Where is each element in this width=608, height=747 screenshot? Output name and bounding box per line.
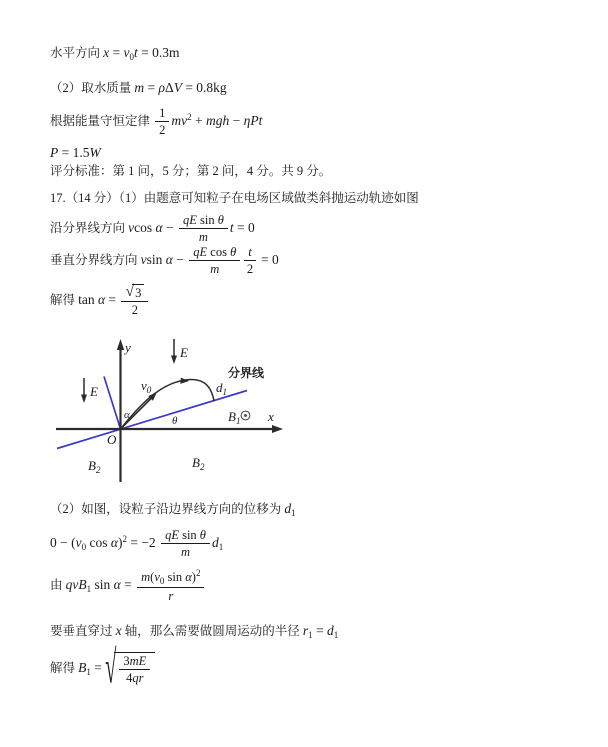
math-token: qE	[193, 245, 208, 259]
math-token: 评分标准：第 1 问，5 分；第 2 问，4 分。共 9 分。	[50, 164, 332, 178]
math-token: 2	[187, 111, 192, 122]
math-token: t	[134, 45, 138, 60]
math-token: v	[128, 219, 135, 235]
e-field-label-left: E	[90, 384, 98, 399]
math-token: qE	[165, 528, 179, 542]
math-token: −	[162, 219, 177, 235]
y-axis-label: y	[125, 340, 131, 355]
math-token: θ	[199, 528, 206, 542]
math-token: = 0.8kg	[181, 80, 227, 95]
math-token: 0	[81, 541, 87, 552]
math-token: m	[180, 545, 191, 560]
math-token: (	[150, 570, 155, 584]
numerator	[137, 568, 204, 588]
solution-line-b1-result	[50, 643, 155, 694]
solution-line-part2-intro	[50, 500, 296, 520]
math-token: = −2	[126, 534, 160, 550]
fraction	[121, 284, 148, 318]
numerator	[244, 245, 255, 261]
math-token: v	[123, 45, 130, 60]
numerator	[161, 528, 210, 544]
math-token: r	[302, 623, 309, 638]
math-token: v	[140, 251, 147, 267]
math-token: α	[110, 534, 118, 550]
math-token: v	[154, 570, 160, 584]
math-token: 17.（14 分）（1）由题意可知粒子在电场区域做类斜抛运动轨迹如图	[50, 191, 419, 205]
math-token: α	[185, 570, 192, 584]
math-token: t	[248, 245, 252, 259]
numerator	[179, 213, 228, 229]
denominator	[199, 229, 208, 244]
fraction	[244, 245, 255, 277]
math-token: （2）取水质量	[50, 81, 135, 95]
math-token: sin	[164, 570, 186, 584]
math-token: −	[229, 112, 244, 128]
math-token: tan	[78, 291, 99, 307]
solution-line-kinematics-equation	[50, 528, 223, 560]
numerator	[155, 106, 169, 122]
e-field-arrowhead-top-icon	[171, 356, 177, 365]
math-token: =	[90, 659, 106, 675]
math-token: m	[141, 570, 151, 584]
solution-line-question17-intro	[50, 189, 419, 207]
denominator	[159, 122, 165, 137]
radical-sign-icon: √	[125, 283, 135, 301]
math-token: 沿分界线方向	[50, 220, 129, 235]
denominator	[126, 670, 143, 685]
x-axis-label: x	[268, 409, 274, 424]
math-token: B	[78, 659, 87, 675]
math-token: P	[50, 145, 59, 160]
math-token: α	[98, 291, 106, 307]
math-token: mE	[129, 654, 147, 668]
math-token: v	[75, 534, 82, 550]
fraction	[161, 528, 210, 560]
math-token: t	[229, 219, 234, 235]
solution-line-perpendicular-boundary	[50, 245, 279, 277]
math-token: 0	[159, 576, 165, 586]
math-token: cos	[86, 534, 111, 550]
math-token: 3	[123, 654, 130, 668]
fraction	[179, 213, 228, 245]
square-root	[125, 284, 144, 300]
math-token: 1	[218, 541, 224, 552]
math-token: （2）如图，设粒子沿边界线方向的位移为	[50, 502, 285, 516]
math-token: 4	[126, 671, 133, 686]
math-token: =	[144, 80, 159, 95]
math-token: =	[109, 45, 124, 60]
origin-label: O	[107, 432, 117, 447]
math-token: 1	[86, 583, 92, 594]
math-token: 3	[135, 286, 142, 300]
math-token: α	[165, 251, 173, 267]
solution-line-radius-condition	[50, 622, 338, 642]
radicand	[132, 284, 144, 300]
math-token: 水平方向	[50, 46, 104, 60]
math-token: )	[191, 570, 196, 584]
b1-label: $B_1$	[228, 409, 241, 426]
boundary-line-caption: 分界线	[228, 366, 265, 380]
fraction	[189, 245, 240, 277]
denominator	[181, 544, 190, 559]
math-token: d	[327, 623, 334, 638]
fraction	[119, 654, 150, 686]
math-token: 2	[195, 568, 201, 578]
radical-sign-icon: √	[105, 643, 117, 694]
math-token: 轴，那么需要做圆周运动的半径	[121, 624, 303, 638]
math-token: sin	[146, 251, 166, 267]
math-token: 2	[122, 533, 127, 544]
math-token: 垂直分界线方向	[50, 252, 141, 267]
b2-right-label: $B_2$	[192, 455, 205, 472]
d1-label: $d_1$	[216, 380, 227, 397]
alpha-angle-label: α	[124, 409, 130, 421]
math-token: 根据能量守恒定律	[50, 113, 154, 128]
fraction	[137, 568, 204, 604]
math-token: = 0	[257, 251, 279, 267]
theta-angle-label: θ	[172, 415, 178, 427]
radicand	[114, 652, 155, 686]
math-token: cos	[134, 219, 156, 235]
trajectory-diagram	[40, 330, 300, 492]
solution-line-power-result	[50, 144, 101, 162]
math-token: 2	[159, 123, 166, 138]
math-token: 1	[308, 630, 313, 640]
math-token: 解得	[50, 660, 79, 675]
math-token: m	[210, 262, 220, 277]
x-axis-arrow-icon	[272, 425, 283, 433]
solution-line-grading-standard	[50, 162, 331, 180]
math-token: sin	[178, 528, 200, 542]
math-token: W	[89, 145, 101, 160]
math-token: 1	[159, 106, 166, 120]
math-token: qE	[182, 213, 197, 227]
math-token: =	[312, 623, 328, 638]
math-token: = 0	[233, 219, 255, 235]
numerator	[119, 654, 150, 670]
math-token: )	[117, 534, 123, 550]
math-token: 1	[86, 666, 91, 677]
math-token: Δ	[165, 80, 174, 95]
math-token: = 1.5	[58, 145, 90, 160]
denominator	[210, 261, 219, 276]
math-token: =	[120, 576, 136, 592]
math-token: r	[168, 589, 174, 604]
math-token: V	[173, 80, 182, 95]
fraction	[155, 106, 169, 138]
solution-line-water-mass	[50, 79, 227, 97]
math-token: m	[198, 230, 208, 245]
trajectory-arrow-icon	[180, 378, 189, 384]
math-token: mv	[171, 112, 188, 128]
math-token: x	[103, 45, 110, 60]
math-token: x	[115, 623, 122, 638]
math-token: 1	[333, 630, 339, 640]
math-token: cos	[207, 245, 231, 259]
field-out-of-page-dot-icon	[244, 414, 247, 417]
math-token: mgh	[206, 112, 230, 128]
math-token: α	[155, 219, 163, 235]
math-token: 2	[131, 303, 139, 318]
solution-line-along-boundary	[50, 213, 255, 245]
denominator	[247, 261, 253, 276]
math-token: 要垂直穿过	[50, 624, 116, 638]
math-token: sin	[196, 213, 218, 227]
math-token: 0	[129, 52, 135, 62]
math-token: = 0.3m	[137, 45, 180, 60]
math-token: α	[113, 576, 121, 592]
v0-label: $v_0$	[141, 378, 152, 395]
math-token: 由	[50, 577, 66, 592]
math-token: 解得	[50, 292, 79, 307]
math-token: ρ	[158, 80, 165, 95]
y-axis-arrow-icon	[117, 339, 124, 350]
square-root	[105, 643, 155, 694]
solution-line-energy-conservation	[50, 106, 262, 138]
boundary-normal-line	[104, 377, 121, 430]
math-token: θ	[217, 213, 224, 227]
b2-left-label: $B_2$	[88, 458, 101, 475]
math-token: +	[191, 112, 207, 128]
numerator	[121, 284, 148, 302]
math-token: 2	[246, 262, 254, 277]
math-token: d	[211, 534, 219, 550]
denominator	[132, 302, 138, 317]
denominator	[168, 588, 173, 603]
math-token: 0 − (	[50, 534, 76, 550]
math-token: qr	[132, 671, 144, 686]
math-token: −	[172, 251, 188, 267]
math-token: d	[284, 501, 292, 516]
numerator	[189, 245, 240, 261]
solution-line-horizontal-displacement	[50, 44, 180, 64]
e-field-arrowhead-left-icon	[81, 395, 87, 404]
math-token: =	[105, 291, 120, 307]
math-token: ηPt	[243, 112, 263, 128]
math-token: 1	[291, 508, 296, 518]
math-token: sin	[91, 576, 114, 592]
math-token: θ	[230, 245, 237, 259]
math-token: m	[134, 80, 145, 95]
math-token: qvB	[65, 576, 87, 592]
solution-line-tan-alpha	[50, 284, 150, 318]
e-field-label-top: E	[180, 345, 188, 360]
solution-line-lorentz-force	[50, 568, 206, 604]
